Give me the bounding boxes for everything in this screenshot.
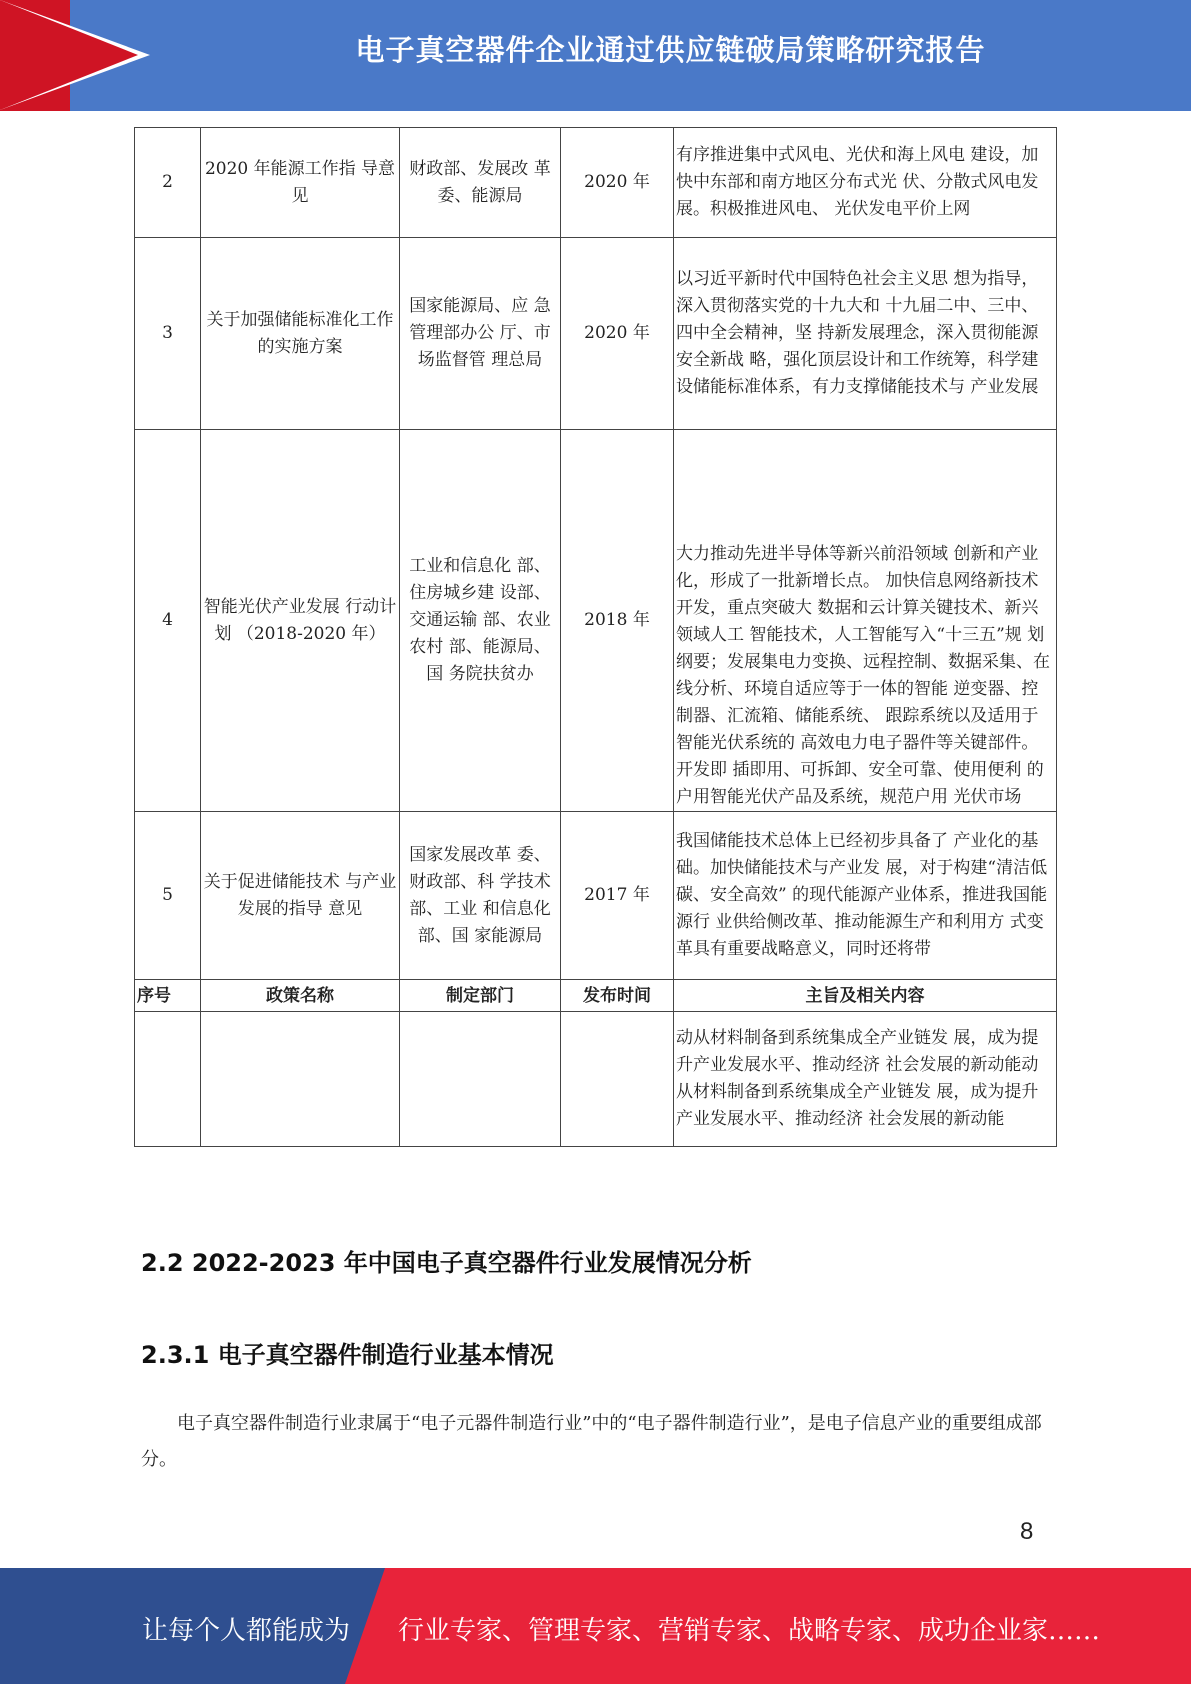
subsection-heading: 2.3.1 电子真空器件制造行业基本情况: [141, 1341, 554, 1369]
policy-date: 2020 年: [561, 128, 674, 238]
empty-cell: [561, 1012, 674, 1147]
row-number: 3: [135, 238, 201, 430]
row-number: 4: [135, 430, 201, 812]
report-title: 电子真空器件企业通过供应链破局策略研究报告: [355, 33, 986, 67]
policy-content: 以习近平新时代中国特色社会主义思 想为指导，深入贯彻落实党的十九大和 十九届二中、三中、四中全会精神，坚 持新发展理念，深入贯彻能源安全新战 略，强化顶层设计和工作统筹，科学建 设储能标准体系，有力支撑储能技术与 产业发展: [674, 238, 1057, 430]
footer-slogan-right: 行业专家、管理专家、营销专家、战略专家、成功企业家……: [398, 1616, 1101, 1646]
table-row: [135, 238, 1057, 430]
footer-blue-slant: [345, 1568, 385, 1684]
policy-date: 2018 年: [561, 430, 674, 812]
table-header-row: [135, 980, 1057, 1012]
footer-slogan-left: 让每个人都能成为: [142, 1616, 351, 1646]
section-heading: 2.2 2022-2023 年中国电子真空器件行业发展情况分析: [141, 1249, 752, 1277]
header-dept: 制定部门: [400, 980, 561, 1012]
policy-dept: 财政部、发展改 革委、能源局: [400, 128, 561, 238]
policy-name: 关于加强储能标准化工作的实施方案: [201, 238, 400, 430]
policy-table: [134, 127, 1057, 1147]
page-header: [0, 0, 1191, 111]
policy-content: 动从材料制备到系统集成全产业链发 展，成为提升产业发展水平、推动经济 社会发展的新动能动从材料制备到系统集成全产业链发 展，成为提升产业发展水平、推动经济 社会发展的新动能: [674, 1012, 1057, 1147]
empty-cell: [201, 1012, 400, 1147]
empty-cell: [400, 1012, 561, 1147]
policy-name: 关于促进储能技术 与产业发展的指导 意见: [201, 812, 400, 980]
policy-dept: 国家能源局、应 急管理部办公 厅、市场监督管 理总局: [400, 238, 561, 430]
row-number: 2: [135, 128, 201, 238]
policy-dept: 工业和信息化 部、住房城乡建 设部、交通运输 部、农业农村 部、能源局、国 务院扶贫办: [400, 430, 561, 812]
table-row: [135, 128, 1057, 238]
policy-dept: 国家发展改革 委、财政部、科 学技术部、工业 和信息化部、国 家能源局: [400, 812, 561, 980]
policy-date: 2020 年: [561, 238, 674, 430]
header-content: 主旨及相关内容: [674, 980, 1057, 1012]
header-date: 发布时间: [561, 980, 674, 1012]
policy-date: 2017 年: [561, 812, 674, 980]
policy-content: 我国储能技术总体上已经初步具备了 产业化的基础。加快储能技术与产业发 展，对于构建“清洁低碳、安全高效” 的现代能源产业体系，推进我国能源行 业供给侧改革、推动能源生产和利用方 式变革具有重要战略意义，同时还将带: [674, 812, 1057, 980]
policy-name: 智能光伏产业发展 行动计划 （2018-2020 年）: [201, 430, 400, 812]
policy-content: 有序推进集中式风电、光伏和海上风电 建设，加快中东部和南方地区分布式光 伏、分散式风电发展。积极推进风电、 光伏发电平价上网: [674, 128, 1057, 238]
row-number: 5: [135, 812, 201, 980]
page-footer: [0, 1568, 1191, 1684]
table-row: [135, 812, 1057, 980]
header-arrow: [0, 0, 138, 110]
empty-cell: [135, 1012, 201, 1147]
table-row: [135, 430, 1057, 812]
page-number: 8: [1020, 1518, 1034, 1545]
header-number: 序号: [135, 980, 201, 1012]
policy-name: 2020 年能源工作指 导意见: [201, 128, 400, 238]
header-name: 政策名称: [201, 980, 400, 1012]
body-paragraph: 电子真空器件制造行业隶属于“电子元器件制造行业”中的“电子器件制造行业”，是电子信息产业的重要组成部分。: [141, 1413, 1042, 1470]
table-row-continuation: [135, 1012, 1057, 1147]
policy-content: 大力推动先进半导体等新兴前沿领域 创新和产业化，形成了一批新增长点。 加快信息网络新技术开发，重点突破大 数据和云计算关键技术、新兴领域人工 智能技术，人工智能写入“十三五”规 划纲要；发展集电力变换、远程控制、数据采集、在线分析、环境自适应等于一体的智能 逆变器、控制器、汇流箱、储能系统、 跟踪系统以及适用于智能光伏系统的 高效电力电子器件等关键部件。开发即 插即用、可拆卸、安全可靠、使用便利 的户用智能光伏产品及系统，规范户用 光伏市场: [674, 430, 1057, 812]
